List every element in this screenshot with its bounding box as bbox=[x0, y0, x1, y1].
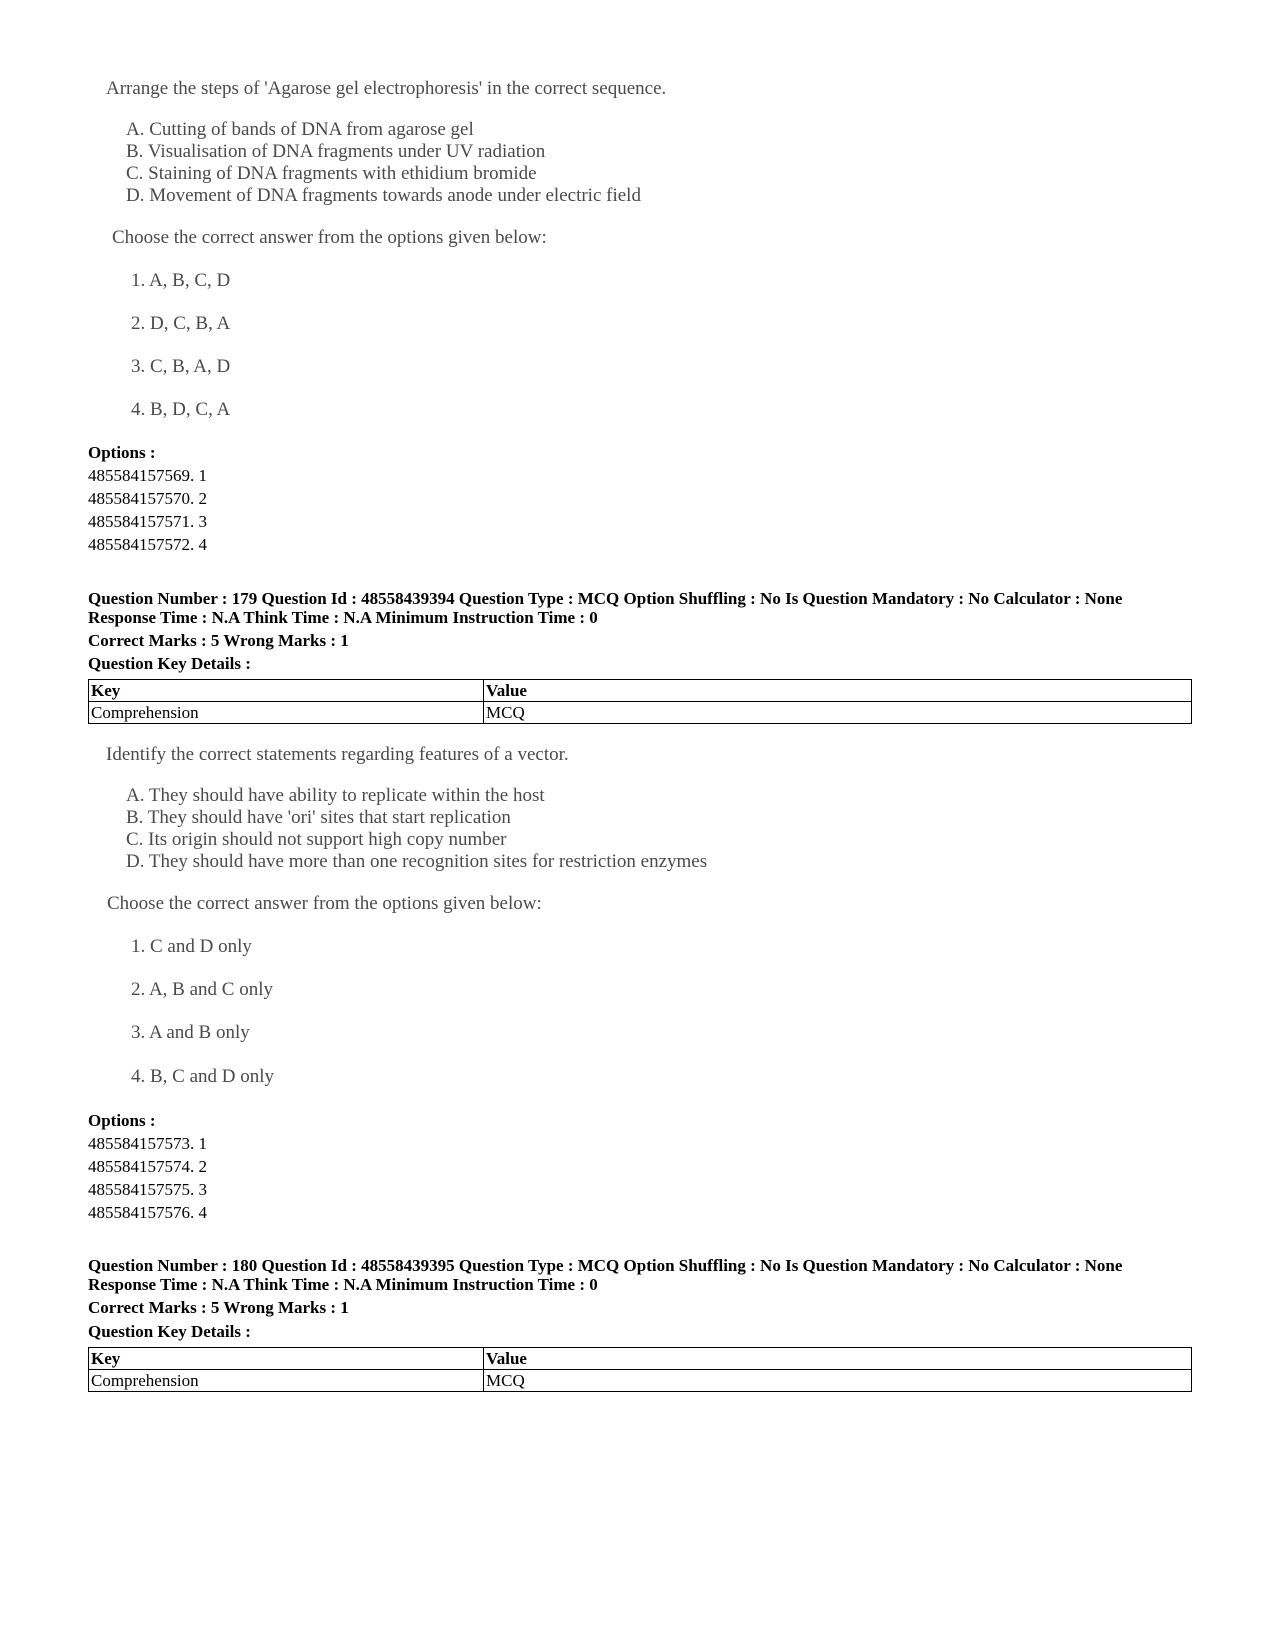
table-header-row bbox=[89, 680, 1192, 702]
option-item: 485584157574. 2 bbox=[88, 1157, 207, 1176]
question-marks: Correct Marks : 5 Wrong Marks : 1 bbox=[88, 631, 349, 650]
key-details-table bbox=[88, 679, 1192, 724]
table-row bbox=[89, 702, 1192, 724]
statement-list bbox=[126, 785, 707, 873]
question-stem: Arrange the steps of 'Agarose gel electrophoresis' in the correct sequence. bbox=[106, 78, 667, 99]
question-marks: Correct Marks : 5 Wrong Marks : 1 bbox=[88, 1298, 349, 1317]
table-cell-key: Comprehension bbox=[89, 1370, 484, 1392]
table-cell-value: MCQ bbox=[484, 702, 1192, 724]
answer-choice-4: 4. B, C and D only bbox=[131, 1066, 275, 1087]
table-row bbox=[89, 1370, 1192, 1392]
option-item: 485584157576. 4 bbox=[88, 1203, 207, 1222]
question-meta-line1: Question Number : 179 Question Id : 48558439394 Question Type : MCQ Option Shuffling : No Is Question Mandatory : No Calculator : None bbox=[88, 589, 1123, 608]
statement-b: B. Visualisation of DNA fragments under UV radiation bbox=[126, 141, 546, 162]
option-item: 485584157571. 3 bbox=[88, 512, 207, 531]
question-stem: Identify the correct statements regarding features of a vector. bbox=[106, 744, 569, 765]
option-item: 485584157575. 3 bbox=[88, 1180, 207, 1199]
answer-choice-2: 2. D, C, B, A bbox=[131, 313, 231, 334]
table-header-key: Key bbox=[89, 680, 484, 702]
statement-b: B. They should have 'ori' sites that start replication bbox=[126, 807, 511, 828]
options-heading: Options : bbox=[88, 1111, 156, 1130]
answer-choice-1: 1. C and D only bbox=[131, 936, 252, 957]
answer-choice-3: 3. A and B only bbox=[131, 1022, 250, 1043]
option-item: 485584157569. 1 bbox=[88, 466, 207, 485]
table-cell-key: Comprehension bbox=[89, 702, 484, 724]
option-item: 485584157570. 2 bbox=[88, 489, 207, 508]
answer-choice-3: 3. C, B, A, D bbox=[131, 356, 231, 377]
table-header-key: Key bbox=[89, 1348, 484, 1370]
statement-c: C. Staining of DNA fragments with ethidium bromide bbox=[126, 163, 537, 184]
question-meta-line2: Response Time : N.A Think Time : N.A Minimum Instruction Time : 0 bbox=[88, 608, 598, 627]
statement-a: A. They should have ability to replicate within the host bbox=[126, 785, 545, 806]
statement-d: D. Movement of DNA fragments towards anode under electric field bbox=[126, 185, 641, 206]
table-header-value: Value bbox=[484, 1348, 1192, 1370]
option-item: 485584157572. 4 bbox=[88, 535, 207, 554]
question-meta-line2: Response Time : N.A Think Time : N.A Minimum Instruction Time : 0 bbox=[88, 1275, 598, 1294]
answer-choice-1: 1. A, B, C, D bbox=[131, 270, 231, 291]
statement-c: C. Its origin should not support high copy number bbox=[126, 829, 507, 850]
table-cell-value: MCQ bbox=[484, 1370, 1192, 1392]
option-item: 485584157573. 1 bbox=[88, 1134, 207, 1153]
question-meta-line1: Question Number : 180 Question Id : 48558439395 Question Type : MCQ Option Shuffling : No Is Question Mandatory : No Calculator : None bbox=[88, 1256, 1123, 1275]
statement-a: A. Cutting of bands of DNA from agarose gel bbox=[126, 119, 474, 140]
choose-instruction: Choose the correct answer from the options given below: bbox=[112, 227, 547, 248]
choose-instruction: Choose the correct answer from the options given below: bbox=[107, 893, 542, 914]
key-details-heading: Question Key Details : bbox=[88, 1322, 251, 1341]
answer-choice-2: 2. A, B and C only bbox=[131, 979, 273, 1000]
key-details-table bbox=[88, 1347, 1192, 1392]
table-header-row bbox=[89, 1348, 1192, 1370]
statement-list bbox=[126, 119, 641, 207]
key-details-heading: Question Key Details : bbox=[88, 654, 251, 673]
table-header-value: Value bbox=[484, 680, 1192, 702]
statement-d: D. They should have more than one recognition sites for restriction enzymes bbox=[126, 851, 708, 872]
options-heading: Options : bbox=[88, 443, 156, 462]
answer-choice-4: 4. B, D, C, A bbox=[131, 399, 231, 420]
